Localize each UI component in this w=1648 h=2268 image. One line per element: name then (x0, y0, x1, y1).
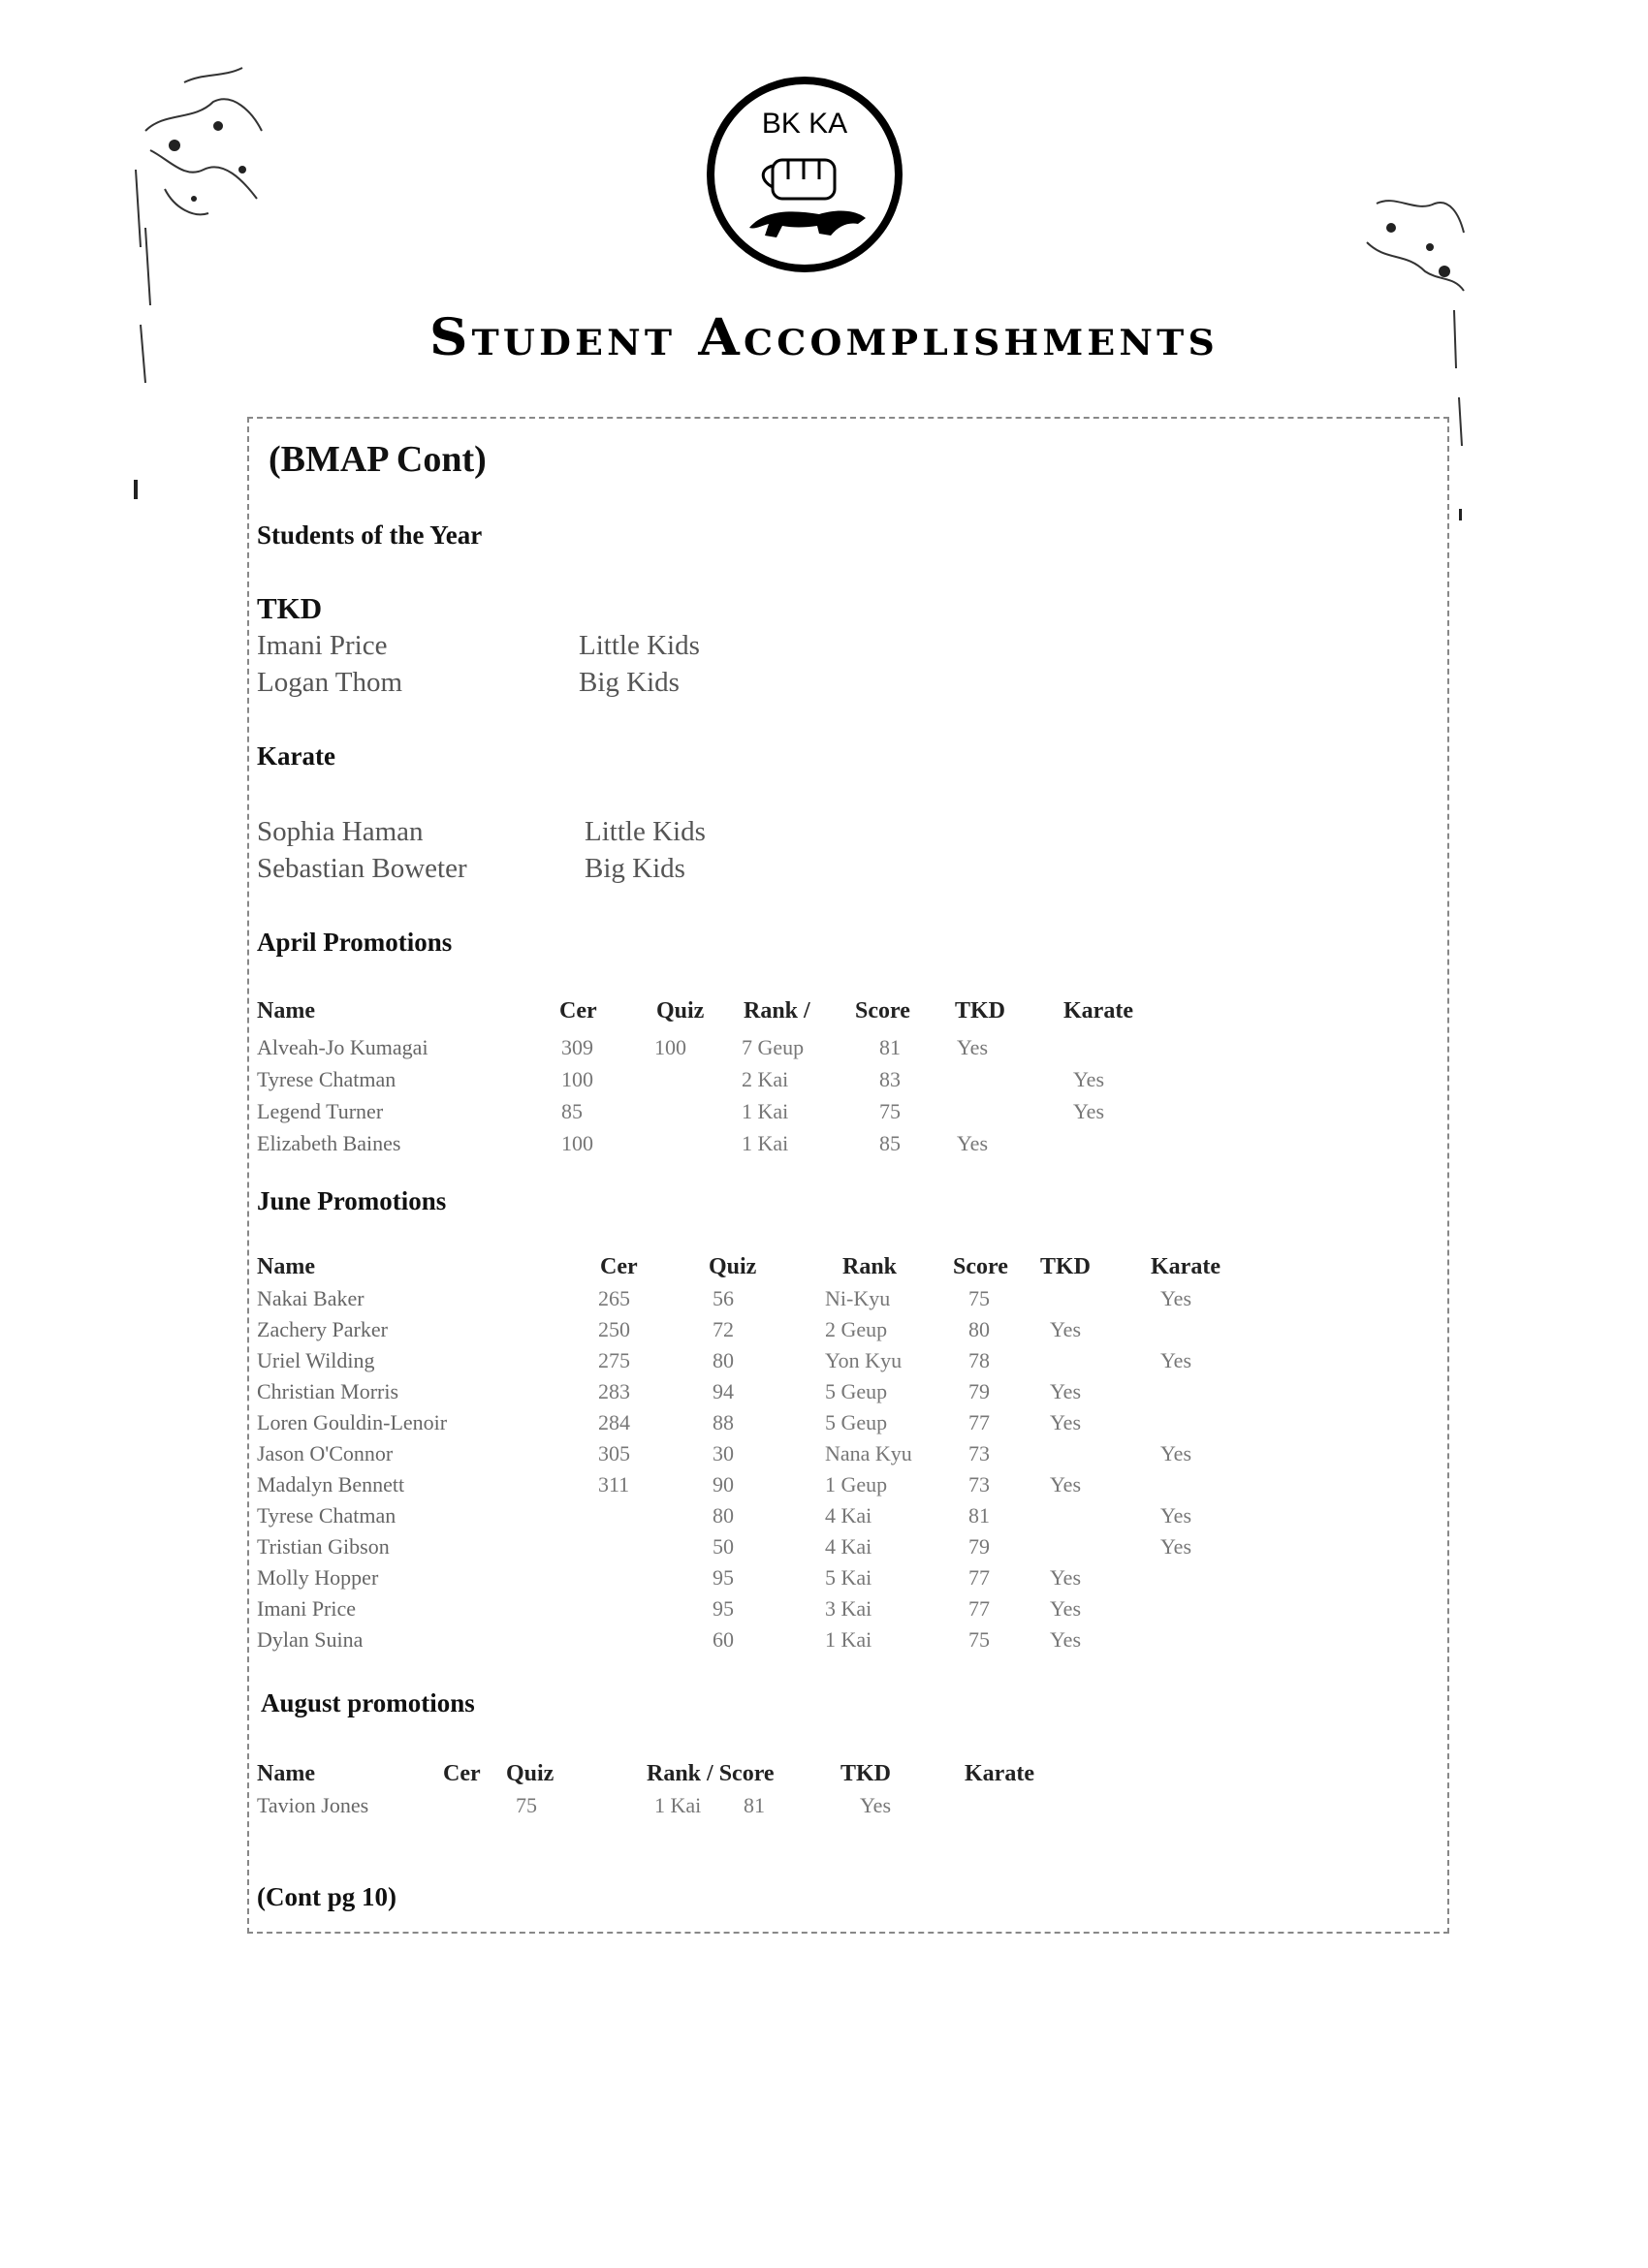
june-table-cell: 81 (968, 1503, 990, 1528)
june-table-cell: 90 (713, 1472, 734, 1496)
april-table-cell: Elizabeth Baines (257, 1131, 401, 1155)
june-table-cell: Loren Gouldin-Lenoir (257, 1410, 448, 1434)
tkd-student-group: Big Kids (579, 667, 680, 698)
june-table-cell: Zachery Parker (257, 1317, 388, 1341)
june-table-cell: Ni-Kyu (825, 1286, 891, 1310)
april-table-cell: Alveah-Jo Kumagai (257, 1035, 428, 1059)
april-col-header: Name (257, 998, 315, 1024)
april-table-cell: 2 Kai (742, 1067, 789, 1091)
april-table-cell: 7 Geup (742, 1035, 805, 1059)
april-table-cell: 75 (879, 1099, 901, 1123)
april-col-header: Quiz (656, 998, 705, 1024)
june-table-cell: 4 Kai (825, 1503, 872, 1528)
august-table-cell: 1 Kai (654, 1793, 702, 1817)
june-table-cell: Yes (1050, 1565, 1082, 1590)
april-col-header: TKD (955, 998, 1006, 1024)
june-table-cell: Imani Price (257, 1596, 357, 1621)
june-table-cell: Yes (1050, 1627, 1082, 1652)
june-table-cell: 79 (968, 1534, 990, 1559)
april-table-cell: Legend Turner (257, 1099, 384, 1123)
june-table-cell: 73 (968, 1441, 990, 1465)
page-heading: Student Accomplishments (428, 308, 1220, 367)
june-table-cell: Madalyn Bennett (257, 1472, 405, 1496)
june-table-cell: 77 (968, 1596, 990, 1621)
june-table-cell: Dylan Suina (257, 1627, 364, 1652)
june-col-header: Score (953, 1254, 1008, 1279)
june-table-cell: Nana Kyu (825, 1441, 912, 1465)
april-promotions-heading: April Promotions (257, 928, 453, 957)
april-table-cell: 1 Kai (742, 1131, 789, 1155)
june-table-cell: Yes (1050, 1317, 1082, 1341)
june-promotions-heading: June Promotions (257, 1186, 447, 1215)
karate-student-group: Little Kids (585, 816, 706, 847)
june-table-cell: 311 (598, 1472, 630, 1496)
june-table-cell: 5 Geup (825, 1379, 888, 1403)
april-table-cell: Yes (1073, 1067, 1105, 1091)
june-table-cell: 88 (713, 1410, 734, 1434)
august-table-cell: Tavion Jones (257, 1793, 369, 1817)
april-col-header: Karate (1063, 998, 1133, 1024)
june-table-cell: 80 (713, 1503, 734, 1528)
august-col-header: Quiz (506, 1761, 555, 1786)
june-table-cell: Nakai Baker (257, 1286, 364, 1310)
june-table-cell: Molly Hopper (257, 1565, 379, 1590)
august-promotions-heading: August promotions (261, 1688, 475, 1717)
june-table-cell: 72 (713, 1317, 734, 1341)
box-title: (BMAP Cont) (269, 439, 487, 480)
june-table-cell: 3 Kai (825, 1596, 872, 1621)
june-table-cell: Yon Kyu (825, 1348, 903, 1372)
june-table-cell: 275 (598, 1348, 630, 1372)
august-col-header: Cer (443, 1761, 481, 1786)
april-table-cell: Yes (957, 1035, 989, 1059)
june-table-cell: 78 (968, 1348, 990, 1372)
june-table-cell: 75 (968, 1286, 990, 1310)
june-table-cell: Jason O'Connor (257, 1441, 394, 1465)
june-table-cell: 73 (968, 1472, 990, 1496)
june-table-cell: Yes (1160, 1286, 1192, 1310)
april-table-cell: 83 (879, 1067, 901, 1091)
june-table-cell: 50 (713, 1534, 734, 1559)
june-table-cell: 1 Kai (825, 1627, 872, 1652)
april-table-cell: Yes (957, 1131, 989, 1155)
karate-heading: Karate (257, 741, 335, 771)
tkd-student-name: Imani Price (257, 630, 388, 661)
june-col-header: TKD (1040, 1254, 1092, 1279)
june-table-cell: 80 (968, 1317, 990, 1341)
april-table-cell: 1 Kai (742, 1099, 789, 1123)
june-table-cell: 95 (713, 1565, 734, 1590)
june-table-cell: 79 (968, 1379, 990, 1403)
august-col-header: Karate (965, 1761, 1034, 1786)
june-table-cell: 283 (598, 1379, 630, 1403)
june-table-cell: 265 (598, 1286, 630, 1310)
april-table-cell: 100 (561, 1067, 593, 1091)
june-table-cell: Yes (1160, 1503, 1192, 1528)
june-table-cell: Yes (1050, 1410, 1082, 1434)
june-table-cell: 305 (598, 1441, 630, 1465)
june-table-cell: 77 (968, 1565, 990, 1590)
june-table-cell: 75 (968, 1627, 990, 1652)
august-col-header: Name (257, 1761, 315, 1786)
june-table-cell: 30 (713, 1441, 734, 1465)
april-table-cell: 85 (561, 1099, 583, 1123)
june-table-cell: 95 (713, 1596, 734, 1621)
tkd-student-group: Little Kids (579, 630, 700, 661)
april-table-cell: 81 (879, 1035, 901, 1059)
june-col-header: Name (257, 1254, 315, 1279)
accomplishments-box (247, 417, 1449, 1934)
students-of-year-heading: Students of the Year (257, 520, 483, 550)
june-table-cell: Yes (1050, 1379, 1082, 1403)
april-col-header: Rank / (744, 998, 810, 1024)
june-col-header: Rank (842, 1254, 898, 1279)
june-table-cell: 80 (713, 1348, 734, 1372)
june-table-cell: Christian Morris (257, 1379, 399, 1403)
continued-note: (Cont pg 10) (257, 1882, 397, 1911)
karate-student-name: Sebastian Boweter (257, 853, 467, 884)
april-col-header: Score (855, 998, 910, 1024)
june-table-cell: 250 (598, 1317, 630, 1341)
june-table-cell: 284 (598, 1410, 630, 1434)
june-table-cell: 60 (713, 1627, 734, 1652)
june-table-cell: Yes (1160, 1441, 1192, 1465)
june-table-cell: 2 Geup (825, 1317, 888, 1341)
bkka-logo (703, 73, 906, 276)
june-table-cell: 77 (968, 1410, 990, 1434)
august-col-header: Rank / Score (647, 1761, 775, 1786)
august-table-cell: 75 (516, 1793, 537, 1817)
june-table-cell: Yes (1050, 1472, 1082, 1496)
april-table-cell: 100 (561, 1131, 593, 1155)
karate-student-name: Sophia Haman (257, 816, 424, 847)
june-table-cell: Tyrese Chatman (257, 1503, 396, 1528)
june-table-cell: 56 (713, 1286, 734, 1310)
june-col-header: Karate (1151, 1254, 1220, 1279)
june-table-cell: Yes (1050, 1596, 1082, 1621)
august-table-cell: 81 (744, 1793, 765, 1817)
april-table-cell: 85 (879, 1131, 901, 1155)
june-table-cell: Uriel Wilding (257, 1348, 375, 1372)
june-table-cell: Yes (1160, 1348, 1192, 1372)
june-table-cell: 4 Kai (825, 1534, 872, 1559)
august-col-header: TKD (840, 1761, 892, 1786)
june-table-cell: 1 Geup (825, 1472, 888, 1496)
karate-student-group: Big Kids (585, 853, 685, 884)
june-col-header: Quiz (709, 1254, 757, 1279)
april-table-cell: Yes (1073, 1099, 1105, 1123)
april-table-cell: 309 (561, 1035, 593, 1059)
april-table-cell: 100 (654, 1035, 686, 1059)
june-col-header: Cer (600, 1254, 638, 1279)
tkd-student-name: Logan Thom (257, 667, 403, 698)
april-table-cell: Tyrese Chatman (257, 1067, 396, 1091)
tkd-heading: TKD (257, 591, 323, 625)
june-table-cell: 5 Kai (825, 1565, 872, 1590)
june-table-cell: 5 Geup (825, 1410, 888, 1434)
june-table-cell: Tristian Gibson (257, 1534, 390, 1559)
june-table-cell: Yes (1160, 1534, 1192, 1559)
april-col-header: Cer (559, 998, 597, 1024)
august-table-cell: Yes (860, 1793, 892, 1817)
june-table-cell: 94 (713, 1379, 734, 1403)
svg-text:BK KA: BK KA (761, 108, 848, 140)
